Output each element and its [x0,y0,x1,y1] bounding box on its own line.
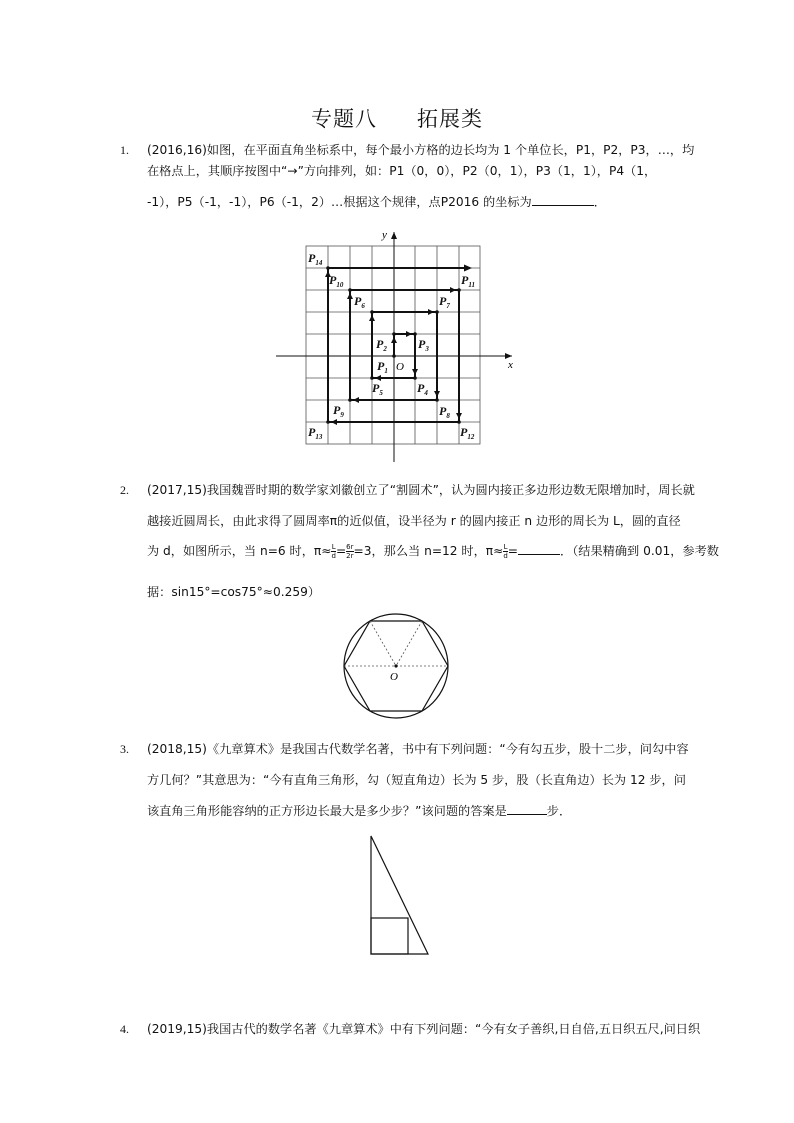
right-triangle-square-figure [366,832,430,958]
point-label-p13: $P_{13}$ [308,425,323,441]
answer-blank-2[interactable] [518,543,560,555]
fraction-6r-over-2r: $\frac{6r}{2r}$ [346,543,354,560]
question-3-line-2: 方几何？”其意思为：“今有直角三角形，勾（短直角边）长为 5 步，股（长直角边）长为 12 步，问 [147,773,686,787]
question-2-line-4: 据：sin15°=cos75°≈0.259） [147,585,321,599]
page-title: 专题八 拓展类 [311,107,483,131]
point-label-p6: $P_6$ [354,294,365,310]
question-1-number: 1. [120,143,129,157]
point-label-p2: $P_2$ [376,337,387,353]
fraction-l-over-d: $\frac{L}{d}$ [331,543,336,560]
point-label-p7: $P_7$ [439,294,450,310]
question-4-line-1: (2019,15)我国古代的数学名著《九章算术》中有下列问题：“今有女子善织,日自倍,五日织五尺,问日织 [147,1022,701,1036]
fraction-l-over-d-2: $\frac{L}{d}$ [503,543,508,560]
x-axis-label: x [508,359,513,371]
answer-blank-1[interactable] [532,194,594,206]
point-label-p11: $P_{11}$ [461,273,475,289]
question-3-line-3: 该直角三角形能容纳的正方形边长最大是多少步？”该问题的答案是 步． [147,804,572,818]
answer-blank-3[interactable] [507,803,547,815]
question-2-line-1: (2017,15)我国魏晋时期的数学家刘徽创立了“割圆术”，认为圆内接正多边形边数无限增加时，周长就 [147,483,695,497]
point-label-p1: $P_1$ [377,359,388,375]
point-label-p10: $P_{10}$ [329,273,344,289]
point-label-p8: $P_8$ [439,404,450,420]
point-label-p9: $P_9$ [333,403,344,419]
question-3-number: 3. [120,742,129,756]
question-1-line-2: 在格点上，其顺序按图中“→”方向排列，如：P1（0，0），P2（0，1），P3（1，1），P4（1， [147,164,657,178]
question-3-line-1: (2018,15)《九章算术》是我国古代数学名著，书中有下列问题：“今有勾五步，股十二步，问勾中容 [147,742,689,756]
point-label-p5: $P_5$ [372,381,383,397]
point-label-p4: $P_4$ [417,381,428,397]
inscribed-hexagon-figure [338,612,454,722]
question-4-number: 4. [120,1022,129,1036]
question-2-number: 2. [120,483,129,497]
question-2-line-2: 越接近圆周长，由此求得了圆周率π的近似值，设半径为 r 的圆内接正 n 边形的周长为 L，圆的直径 [147,514,681,528]
circle-center-label: O [390,671,398,683]
point-label-p3: $P_3$ [418,337,429,353]
origin-label: O [396,361,404,373]
question-1-line-1: (2016,16)如图，在平面直角坐标系中，每个最小方格的边长均为 1 个单位长，P1，P2，P3，…，均 [147,143,695,157]
spiral-grid-figure [272,225,522,465]
question-1-line-3: -1），P5（-1，-1），P6（-1，2）…根据这个规律，点P2016 的坐标为 ． [147,195,606,209]
point-label-p12: $P_{12}$ [460,425,475,441]
question-2-line-3: 为 d，如图所示，当 n=6 时，π≈ $\frac{L}{d}$ = $\frac{6r}{2r}$ =3，那么当 n=12 时，π≈ $\frac{L}{d}$ = ．（结果精确到 0.01，参考数 [147,543,719,560]
point-label-p14: $P_{14}$ [308,251,323,267]
y-axis-label: y [382,229,387,241]
